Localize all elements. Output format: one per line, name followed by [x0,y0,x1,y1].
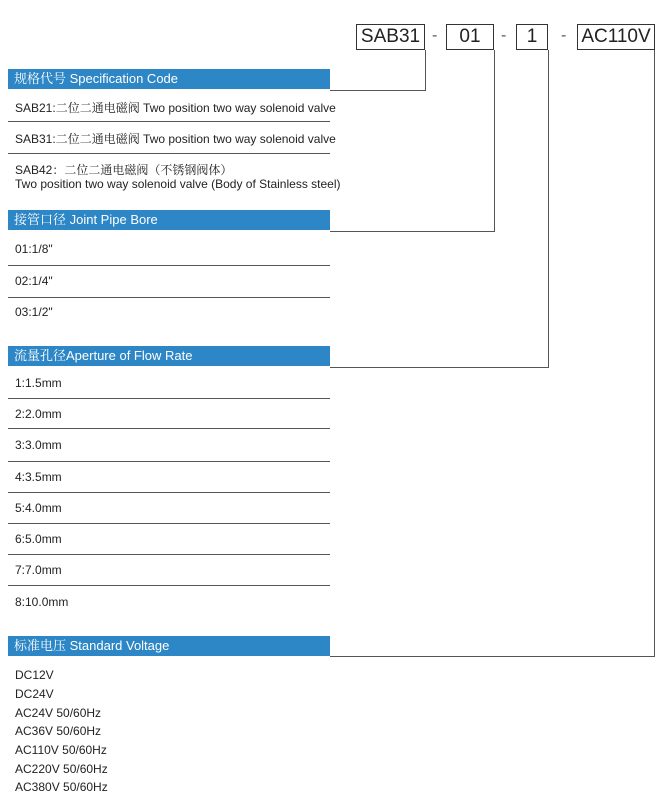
bore-item: 02:1/4" [15,274,53,288]
row-separator [8,523,330,524]
row-separator [8,492,330,493]
spec-item: SAB31:二位二通电磁阀 Two position two way solenoid valve [15,132,336,146]
section-header-flow: 流量孔径Aperture of Flow Rate [8,346,330,366]
row-separator [8,428,330,429]
voltage-item: AC24V 50/60Hz [15,706,102,720]
bore-item: 01:1/8" [15,242,53,256]
flow-item: 2:2.0mm [15,407,62,421]
row-separator [8,153,330,154]
spec-item: SAB42：二位二通电磁阀（不锈钢阀体） [15,163,233,177]
flow-item: 8:10.0mm [15,595,69,609]
flow-item: 6:5.0mm [15,532,62,546]
bore-item: 03:1/2" [15,305,53,319]
connector-bore-v [494,50,495,232]
voltage-item: AC220V 50/60Hz [15,762,108,776]
code-box-bore: 01 [446,24,494,50]
code-box-spec: SAB31 [356,24,425,50]
code-box-flow: 1 [516,24,548,50]
row-separator [8,265,330,266]
spec-item: SAB21:二位二通电磁阀 Two position two way solenoid valve [15,101,336,115]
voltage-item: AC36V 50/60Hz [15,724,102,738]
section-header-voltage: 标准电压 Standard Voltage [8,636,330,656]
flow-item: 1:1.5mm [15,376,62,390]
connector-flow-h [330,367,549,368]
voltage-item: AC110V 50/60Hz [15,743,107,757]
voltage-item: DC24V [15,687,54,701]
connector-voltage-h [330,656,655,657]
row-separator [8,461,330,462]
code-box-voltage: AC110V [577,24,655,50]
connector-spec-h [330,90,426,91]
flow-item: 3:3.0mm [15,438,62,452]
row-separator [8,554,330,555]
section-header-bore: 接管口径 Joint Pipe Bore [8,210,330,230]
voltage-item: AC380V 50/60Hz [15,780,108,794]
row-separator [8,585,330,586]
code-dash: - [561,27,567,44]
voltage-item: DC12V [15,668,54,682]
section-header-spec: 规格代号 Specification Code [8,69,330,89]
code-dash: - [501,27,507,44]
row-separator [8,398,330,399]
connector-spec-v [425,50,426,91]
flow-item: 5:4.0mm [15,501,62,515]
connector-voltage-v [654,50,655,657]
connector-bore-h [330,231,495,232]
spec-item: Two position two way solenoid valve (Body of Stainless steel) [15,177,341,191]
connector-flow-v [548,50,549,368]
row-separator [8,297,330,298]
code-dash: - [432,27,438,44]
row-separator [8,121,330,122]
flow-item: 4:3.5mm [15,470,62,484]
flow-item: 7:7.0mm [15,563,62,577]
